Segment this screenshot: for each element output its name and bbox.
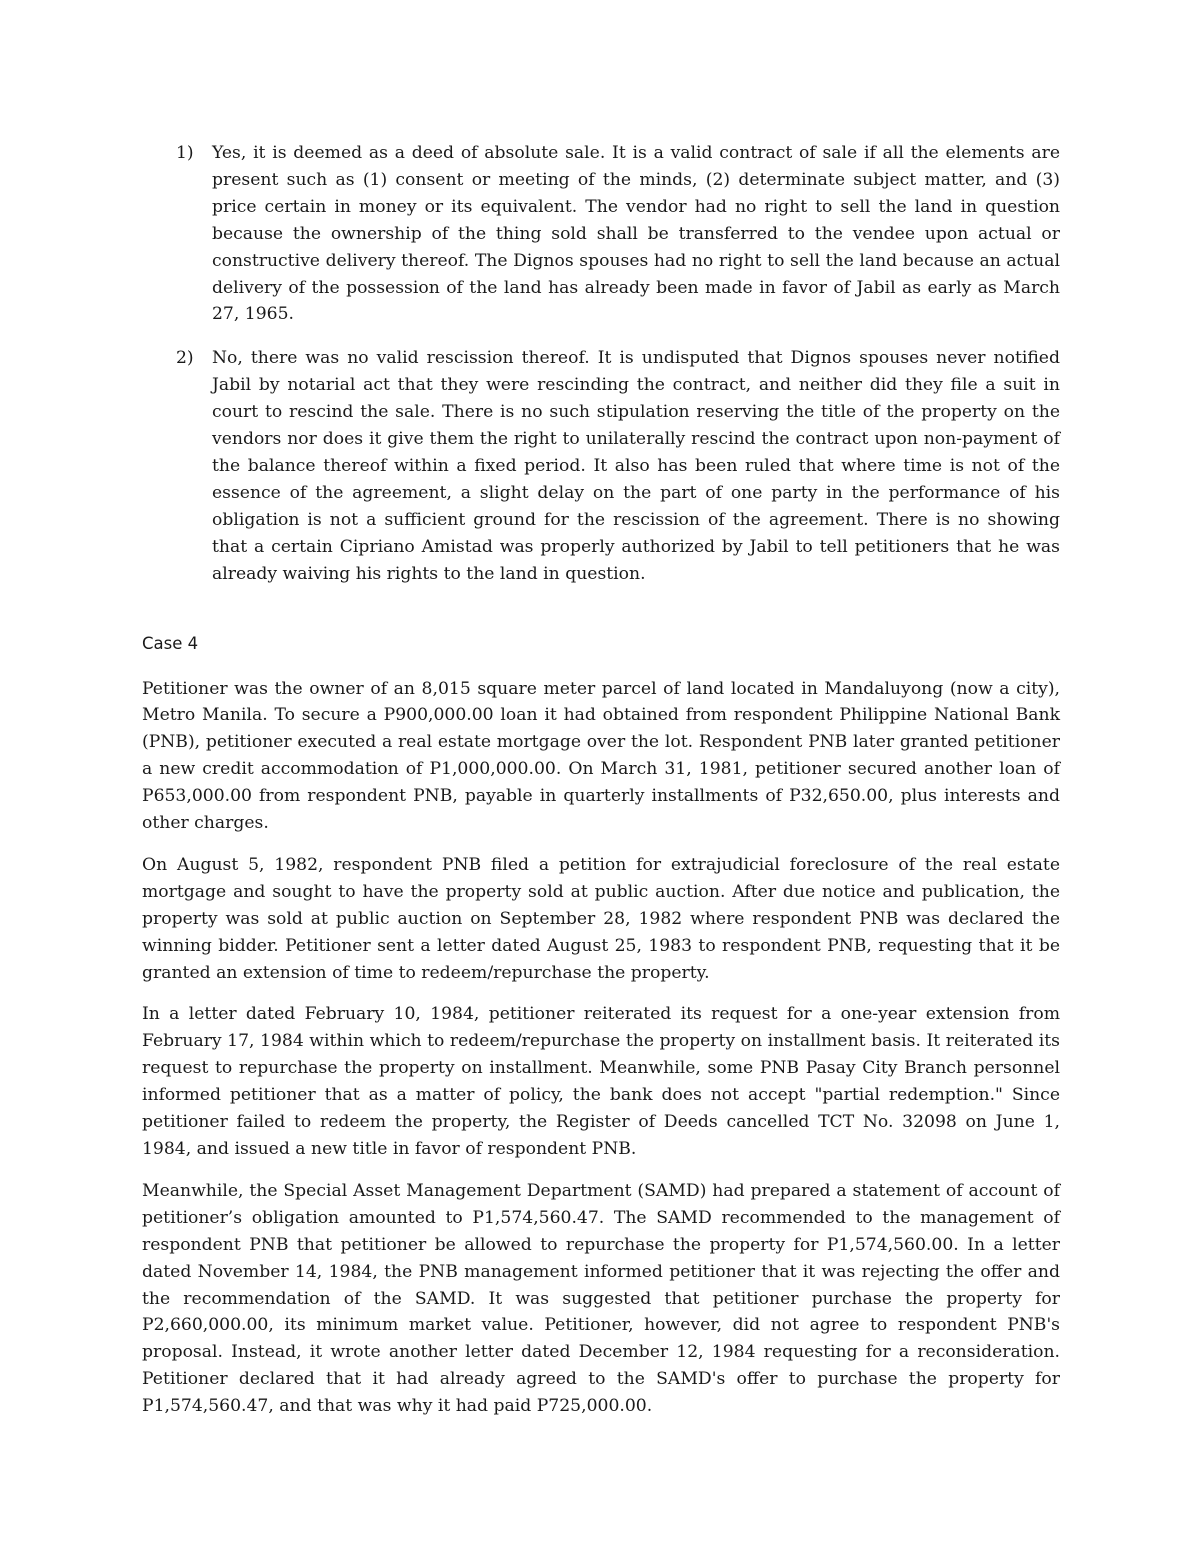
answer-text: Yes, it is deemed as a deed of absolute sale. It is a valid contract of sale if all the elements are present such as (1) consent or meeting of the minds, (2) determinate subject matter, and (3) price certain in money or its equivalent. The vendor had no right to sell the land in question because the ownership of the thing sold shall be transferred to the vendee upon actual or constructive delivery thereof. The Dignos spouses had no right to sell the land because an actual delivery of the possession of the land has already been made in favor of Jabil as early as March 27, 1965. bbox=[212, 143, 1060, 325]
answer-number: 1) bbox=[176, 143, 194, 163]
case-heading: Case 4 bbox=[142, 633, 199, 653]
answer-item-2 bbox=[142, 345, 1060, 587]
answer-list bbox=[142, 140, 1060, 588]
document-page bbox=[142, 140, 1060, 1435]
answer-text: No, there was no valid rescission thereof. It is undisputed that Dignos spouses never notified Jabil by notarial act that they were rescinding the contract, and neither did they file a suit in court to rescind the sale. There is no such stipulation reserving the title of the property on the vendors nor does it give them the right to unilaterally rescind the contract upon non-payment of the balance thereof within a fixed period. It also has been ruled that where time is not of the essence of the agreement, a slight delay on the part of one party in the performance of his obligation is not a sufficient ground for the rescission of the agreement. There is no showing that a certain Cipriano Amistad was properly authorized by Jabil to tell petitioners that he was already waiving his rights to the land in question. bbox=[212, 348, 1060, 584]
case-paragraph: Petitioner was the owner of an 8,015 square meter parcel of land located in Mandaluyong (now a city), Metro Manila. To secure a P900,000.00 loan it had obtained from respondent Philippine National Bank (PNB), petitioner executed a real estate mortgage over the lot. Respondent PNB later granted petitioner a new credit accommodation of P1,000,000.00. On March 31, 1981, petitioner secured another loan of P653,000.00 from respondent PNB, payable in quarterly installments of P32,650.00, plus interests and other charges. bbox=[142, 678, 1060, 834]
answer-number: 2) bbox=[176, 348, 194, 369]
case-paragraph: On August 5, 1982, respondent PNB filed a petition for extrajudicial foreclosure of the real estate mortgage and sought to have the property sold at public auction. After due notice and publication, the property was sold at public auction on September 28, 1982 where respondent PNB was declared the winning bidder. Petitioner sent a letter dated August 25, 1983 to respondent PNB, requesting that it be granted an extension of time to redeem/repurchase the property. bbox=[142, 854, 1060, 983]
answer-item-1 bbox=[142, 140, 1060, 328]
case-paragraph: In a letter dated February 10, 1984, petitioner reiterated its request for a one-year extension from February 17, 1984 within which to redeem/repurchase the property on installment basis. It reiterated its request to repurchase the property on installment. Meanwhile, some PNB Pasay City Branch personnel informed petitioner that as a matter of policy, the bank does not accept "partial redemption." Since petitioner failed to redeem the property, the Register of Deeds cancelled TCT No. 32098 on June 1, 1984, and issued a new title in favor of respondent PNB. bbox=[142, 1004, 1060, 1159]
case-paragraph: Meanwhile, the Special Asset Management Department (SAMD) had prepared a statement of account of petitioner’s obligation amounted to P1,574,560.47. The SAMD recommended to the management of respondent PNB that petitioner be allowed to repurchase the property for P1,574,560.00. In a letter dated November 14, 1984, the PNB management informed petitioner that it was rejecting the offer and the recommendation of the SAMD. It was suggested that petitioner purchase the property for P2,660,000.00, its minimum market value. Petitioner, however, did not agree to respondent PNB's proposal. Instead, it wrote another letter dated December 12, 1984 requesting for a reconsideration. Petitioner declared that it had already agreed to the SAMD's offer to purchase the property for P1,574,560.47, and that was why it had paid P725,000.00. bbox=[142, 1180, 1060, 1417]
